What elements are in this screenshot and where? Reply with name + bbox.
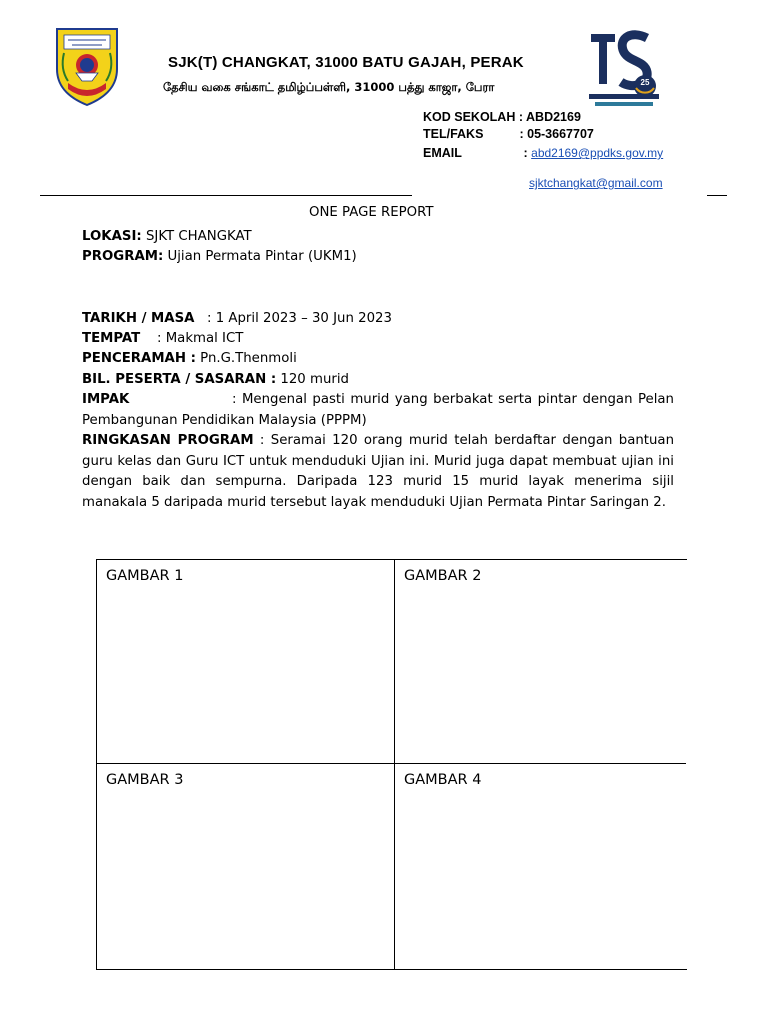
school-crest-logo (52, 25, 122, 107)
tarikh-label: TARIKH / MASA (82, 311, 195, 326)
penceramah-label: PENCERAMAH : (82, 351, 196, 366)
contact-email-2 (529, 176, 663, 190)
lokasi-value: SJKT CHANGKAT (141, 229, 252, 244)
email-link-2[interactable]: sjktchangkat@gmail.com (529, 176, 663, 190)
ringkasan-label: RINGKASAN PROGRAM (82, 433, 254, 448)
ringkasan-paragraph (82, 431, 674, 513)
school-name-heading: SJK(T) CHANGKAT, 31000 BATU GAJAH, PERAK (168, 54, 524, 71)
peserta-line (82, 370, 349, 391)
gambar-4-label: GAMBAR 4 (404, 772, 482, 788)
tarikh-value: : 1 April 2023 – 30 Jun 2023 (207, 311, 392, 326)
impak-value: : Mengenal pasti murid yang berbakat serta pintar dengan Pelan Pembangunan Pendidikan Malaysia (PPPM) (82, 392, 674, 428)
contact-tel (423, 127, 594, 141)
gambar-3-label: GAMBAR 3 (106, 772, 184, 788)
impak-paragraph (82, 390, 674, 431)
email-link-1[interactable]: abd2169@ppdks.gov.my (531, 146, 664, 160)
logo-mark-25: 25 (640, 78, 650, 87)
tel-label: TEL/FAKS (423, 127, 484, 141)
lokasi-label: LOKASI: (82, 229, 142, 244)
photo-grid-horizontal-divider (96, 763, 686, 764)
header-divider-right (707, 195, 727, 196)
penceramah-line (82, 349, 297, 370)
kod-label: KOD SEKOLAH : (423, 110, 523, 124)
peserta-value: 120 murid (276, 372, 349, 387)
kod-value: ABD2169 (526, 110, 581, 124)
gambar-1-label: GAMBAR 1 (106, 568, 184, 584)
contact-kod-sekolah (423, 110, 581, 124)
program-line (82, 247, 357, 268)
tarikh-line (82, 309, 392, 330)
tempat-line (82, 329, 243, 350)
program-value: Ujian Permata Pintar (UKM1) (163, 249, 357, 264)
lokasi-line (82, 227, 252, 248)
gambar-2-label: GAMBAR 2 (404, 568, 482, 584)
tempat-label: TEMPAT (82, 331, 141, 346)
photo-grid (96, 559, 687, 970)
tel-value: : 05-3667707 (519, 127, 594, 141)
email-colon: : (523, 146, 528, 160)
tempat-value: : Makmal ICT (157, 331, 244, 346)
header-divider-left (40, 195, 412, 196)
school-name-tamil: தேசிய வகை சங்காட் தமிழ்ப்பள்ளி, 31000 பத்து காஜா, பேரா (163, 80, 495, 94)
peserta-label: BIL. PESERTA / SASARAN : (82, 372, 277, 387)
email-label: EMAIL (423, 146, 462, 160)
photo-grid-vertical-divider (394, 559, 395, 969)
program-label: PROGRAM: (82, 249, 164, 264)
ringkasan-value: : Seramai 120 orang murid telah berdaftar dengan bantuan guru kelas dan Guru ICT untuk menduduki Ujian ini. Murid juga dapat membuat ujian ini dengan baik dan sempurna. Daripada 123 murid 15 murid layak menerima sijil manakala 5 daripada murid tersebut layak menduduki Ujian Permata Pintar Saringan 2. (82, 433, 674, 510)
impak-label: IMPAK (82, 392, 130, 407)
ts25-logo (585, 28, 663, 110)
contact-email (423, 146, 663, 160)
penceramah-value: Pn.G.Thenmoli (195, 351, 297, 366)
report-title: ONE PAGE REPORT (309, 205, 434, 220)
